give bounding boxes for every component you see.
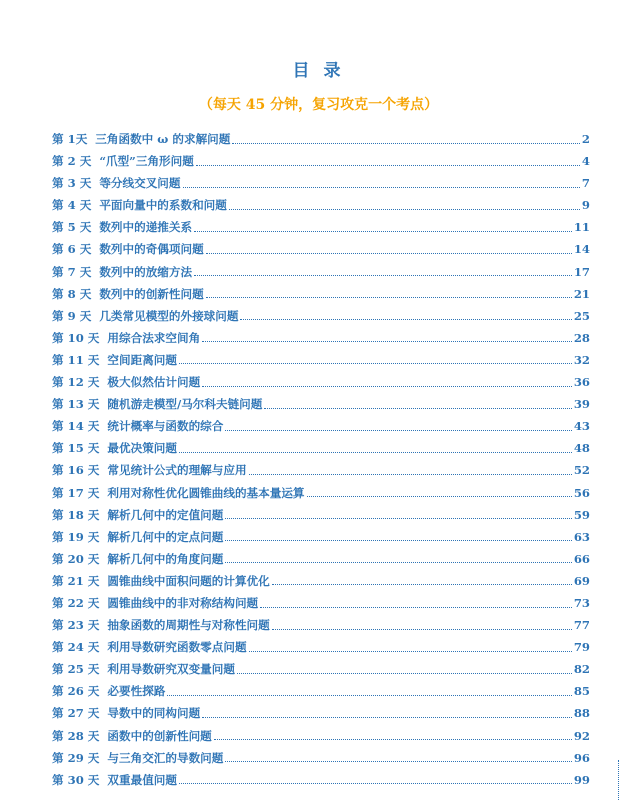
toc-entry-day: 第 30 天 xyxy=(52,772,100,787)
toc-entry-day: 第 20 天 xyxy=(52,551,100,566)
toc-entry-title: 空间距离问题 xyxy=(107,352,177,367)
toc-leader-dots xyxy=(167,695,571,696)
toc-leader-dots xyxy=(194,275,572,276)
toc-entry-day: 第 5 天 xyxy=(52,220,92,235)
toc-entry-title: 圆锥曲线中的非对称结构问题 xyxy=(107,595,259,610)
toc-leader-dots xyxy=(202,386,572,387)
toc-entry-page: 2 xyxy=(581,132,590,146)
toc-entry-title: 常见统计公式的理解与应用 xyxy=(107,463,247,478)
toc-entry-title: 数列中的创新性问题 xyxy=(99,286,204,301)
toc-entry-page: 43 xyxy=(573,419,590,434)
toc-entry-day: 第 15 天 xyxy=(52,441,100,456)
toc-entry[interactable] xyxy=(52,459,590,481)
toc-entry-title: 抽象函数的周期性与对称性问题 xyxy=(107,618,270,633)
toc-leader-dots xyxy=(232,143,580,144)
toc-entry-title: 用综合法求空间角 xyxy=(107,330,201,345)
toc-entry[interactable] xyxy=(52,680,590,702)
toc-entry-page: 88 xyxy=(573,706,590,721)
toc-entry-day: 第 29 天 xyxy=(52,750,100,765)
toc-entry[interactable] xyxy=(52,371,590,393)
toc-entry-title: 数列中的放缩方法 xyxy=(99,264,193,279)
toc-entry[interactable] xyxy=(52,592,590,614)
toc-entry[interactable] xyxy=(52,658,590,680)
toc-entry-page: 85 xyxy=(573,684,590,699)
toc-entry[interactable] xyxy=(52,482,590,504)
toc-leader-dots xyxy=(307,496,572,497)
toc-entry[interactable] xyxy=(52,128,590,150)
toc-leader-dots xyxy=(206,253,572,254)
toc-entry-title: 利用导数研究双变量问题 xyxy=(107,662,235,677)
toc-entry-day: 第 11 天 xyxy=(52,352,100,367)
toc-entry-day: 第 25 天 xyxy=(52,662,100,677)
toc-leader-dots xyxy=(202,717,572,718)
toc-leader-dots xyxy=(249,651,572,652)
toc-entry-page: 11 xyxy=(573,220,590,235)
toc-entry-day: 第 17 天 xyxy=(52,485,100,500)
toc-entry-day: 第 16 天 xyxy=(52,463,100,478)
toc-entry[interactable] xyxy=(52,725,590,747)
toc-leader-dots xyxy=(240,319,571,320)
toc-entry-title: 最优决策问题 xyxy=(107,441,177,456)
toc-entry[interactable] xyxy=(52,216,590,238)
toc-entry-title: 几类常见模型的外接球问题 xyxy=(99,308,239,323)
toc-leader-dots xyxy=(272,629,572,630)
toc-entry-page: 66 xyxy=(573,551,590,566)
toc-entry[interactable] xyxy=(52,283,590,305)
toc-entry-title: “爪型”三角形问题 xyxy=(99,154,194,169)
toc-leader-dots xyxy=(206,297,572,298)
toc-entry[interactable] xyxy=(52,150,590,172)
toc-leader-dots xyxy=(225,761,572,762)
toc-entry-page: 21 xyxy=(573,286,590,301)
toc-entry-page: 56 xyxy=(573,485,590,500)
toc-entry-page: 69 xyxy=(573,573,590,588)
margin-dots xyxy=(618,760,621,800)
toc-entry-page: 73 xyxy=(573,595,590,610)
toc-leader-dots xyxy=(272,584,572,585)
toc-entry-title: 等分线交叉问题 xyxy=(99,176,181,191)
toc-entry[interactable] xyxy=(52,769,590,791)
toc-entry-day: 第 4 天 xyxy=(52,198,92,213)
toc-entry-day: 第 2 天 xyxy=(52,154,92,169)
toc-entry-page: 63 xyxy=(573,529,590,544)
toc-entry-day: 第 13 天 xyxy=(52,397,100,412)
toc-entry[interactable] xyxy=(52,194,590,216)
toc-entry[interactable] xyxy=(52,437,590,459)
toc-entry-day: 第 18 天 xyxy=(52,507,100,522)
toc-entry-day: 第 28 天 xyxy=(52,728,100,743)
toc-entry-day: 第 19 天 xyxy=(52,529,100,544)
toc-entry-day: 第 23 天 xyxy=(52,618,100,633)
toc-leader-dots xyxy=(264,408,571,409)
toc-entry-title: 极大似然估计问题 xyxy=(107,375,201,390)
toc-leader-dots xyxy=(237,673,572,674)
toc-entry[interactable] xyxy=(52,327,590,349)
toc-entry[interactable] xyxy=(52,305,590,327)
toc-entry-title: 圆锥曲线中面积问题的计算优化 xyxy=(107,573,270,588)
toc-entry-day: 第 24 天 xyxy=(52,640,100,655)
toc-entry-title: 随机游走模型/马尔科夫链问题 xyxy=(107,397,263,412)
toc-entry-title: 函数中的创新性问题 xyxy=(107,728,212,743)
toc-entry[interactable] xyxy=(52,349,590,371)
toc-entry-title: 利用导数研究函数零点问题 xyxy=(107,640,247,655)
toc-leader-dots xyxy=(225,518,572,519)
page-title: 目 录 xyxy=(292,61,345,81)
toc-entry-page: 79 xyxy=(573,640,590,655)
toc-entry-title: 解析几何中的定点问题 xyxy=(107,529,224,544)
toc-entry-page: 7 xyxy=(581,176,590,191)
toc-leader-dots xyxy=(202,341,572,342)
toc-entry-page: 99 xyxy=(573,772,590,787)
toc-leader-dots xyxy=(229,209,580,210)
toc-entry-day: 第 12 天 xyxy=(52,375,100,390)
toc-entry[interactable] xyxy=(52,747,590,769)
toc-entry-day: 第 8 天 xyxy=(52,286,92,301)
toc-list xyxy=(52,128,590,791)
toc-entry-day: 第 22 天 xyxy=(52,595,100,610)
toc-leader-dots xyxy=(194,231,572,232)
toc-entry-page: 36 xyxy=(573,375,590,390)
toc-entry[interactable] xyxy=(52,636,590,658)
toc-entry-page: 92 xyxy=(573,728,590,743)
toc-entry[interactable] xyxy=(52,702,590,724)
toc-entry-title: 双重最值问题 xyxy=(107,772,177,787)
toc-entry-page: 25 xyxy=(573,308,590,323)
toc-entry-page: 17 xyxy=(573,264,590,279)
toc-entry-page: 28 xyxy=(573,330,590,345)
toc-leader-dots xyxy=(249,474,572,475)
toc-leader-dots xyxy=(179,783,572,784)
toc-entry-title: 平面向量中的系数和问题 xyxy=(99,198,227,213)
toc-entry[interactable] xyxy=(52,238,590,260)
toc-entry[interactable] xyxy=(52,393,590,415)
toc-leader-dots xyxy=(225,430,572,431)
toc-entry-page: 9 xyxy=(581,198,590,213)
toc-entry-day: 第 7 天 xyxy=(52,264,92,279)
toc-entry-page: 32 xyxy=(573,352,590,367)
toc-entry-page: 52 xyxy=(573,463,590,478)
toc-entry-title: 必要性探路 xyxy=(107,684,166,699)
toc-entry-title: 统计概率与函数的综合 xyxy=(107,419,224,434)
toc-entry-title: 解析几何中的角度问题 xyxy=(107,551,224,566)
toc-leader-dots xyxy=(214,739,572,740)
toc-entry[interactable] xyxy=(52,526,590,548)
toc-entry-page: 48 xyxy=(573,441,590,456)
toc-leader-dots xyxy=(196,165,580,166)
toc-leader-dots xyxy=(179,452,572,453)
toc-entry-title: 数列中的递推关系 xyxy=(99,220,193,235)
toc-entry-day: 第 14 天 xyxy=(52,419,100,434)
toc-entry[interactable] xyxy=(52,172,590,194)
toc-entry-day: 第 21 天 xyxy=(52,573,100,588)
toc-leader-dots xyxy=(260,607,572,608)
toc-entry-title: 与三角交汇的导数问题 xyxy=(107,750,224,765)
toc-entry[interactable] xyxy=(52,570,590,592)
toc-entry-title: 解析几何中的定值问题 xyxy=(107,507,224,522)
toc-entry[interactable] xyxy=(52,415,590,437)
toc-entry-page: 59 xyxy=(573,507,590,522)
toc-entry-day: 第 9 天 xyxy=(52,308,92,323)
toc-entry-title: 数列中的奇偶项问题 xyxy=(99,242,204,257)
toc-leader-dots xyxy=(225,540,572,541)
toc-entry-day: 第 26 天 xyxy=(52,684,100,699)
toc-entry-day: 第 27 天 xyxy=(52,706,100,721)
toc-entry-page: 96 xyxy=(573,750,590,765)
toc-entry-title: 利用对称性优化圆锥曲线的基本量运算 xyxy=(107,485,305,500)
toc-entry[interactable] xyxy=(52,504,590,526)
toc-entry-page: 82 xyxy=(573,662,590,677)
toc-entry[interactable] xyxy=(52,614,590,636)
toc-entry-page: 14 xyxy=(573,242,590,257)
toc-entry-title: 导数中的同构问题 xyxy=(107,706,201,721)
toc-entry-title: 三角函数中 ω 的求解问题 xyxy=(95,132,231,146)
toc-leader-dots xyxy=(179,363,572,364)
toc-entry-day: 第 10 天 xyxy=(52,330,100,345)
toc-entry-day: 第 6 天 xyxy=(52,242,92,257)
toc-leader-dots xyxy=(183,187,580,188)
page-subtitle: （每天 45 分钟，复习攻克一个考点） xyxy=(198,97,439,113)
toc-entry-day: 第 1天 xyxy=(52,132,88,146)
toc-entry-page: 39 xyxy=(573,397,590,412)
toc-entry[interactable] xyxy=(52,261,590,283)
toc-leader-dots xyxy=(225,562,572,563)
toc-entry-page: 77 xyxy=(573,618,590,633)
toc-entry-day: 第 3 天 xyxy=(52,176,92,191)
toc-entry-page: 4 xyxy=(581,154,590,169)
toc-entry[interactable] xyxy=(52,548,590,570)
